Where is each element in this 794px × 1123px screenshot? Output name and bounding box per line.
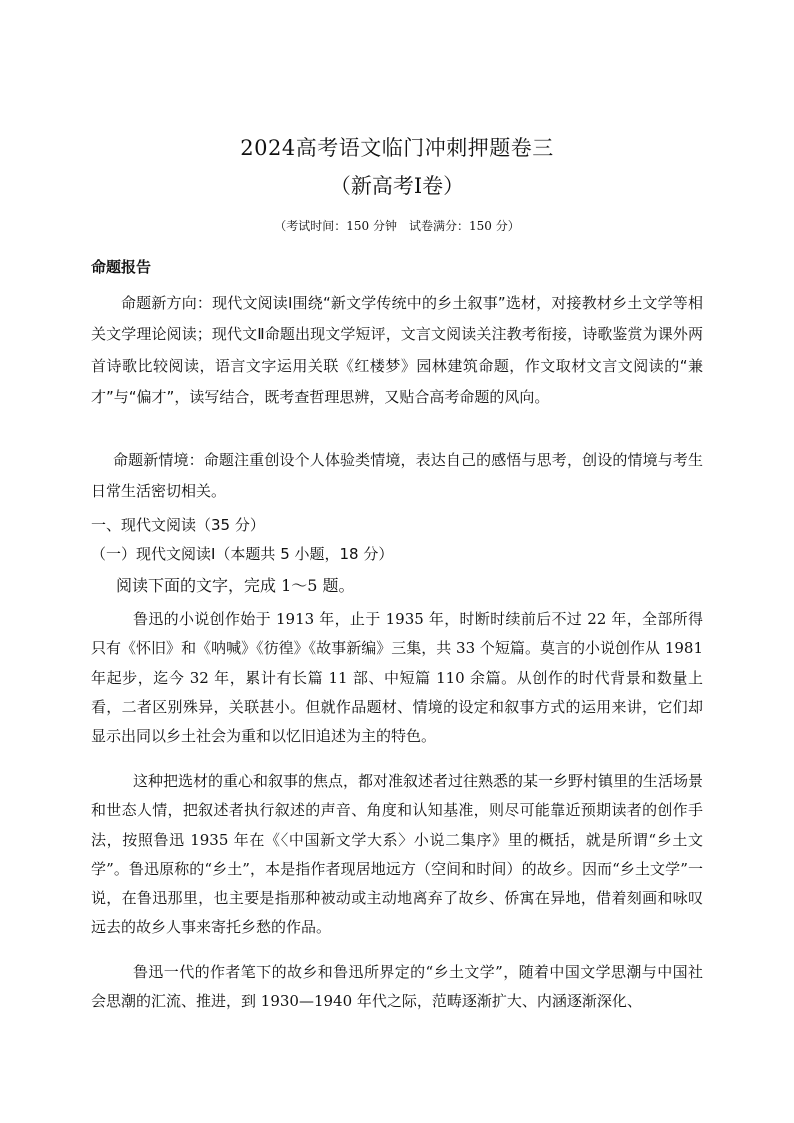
report-text: 命题新情境：命题注重创设个人体验类情境，表达自己的感悟与思考，创设的情境与考生日常生活密切相关。 xyxy=(91,451,703,501)
passage-text: 鲁迅的小说创作始于 1913 年，止于 1935 年，时断时续前后不过 22 年，全部所得只有《怀旧》和《呐喊》《彷徨》《故事新编》三集，共 33 个短篇。莫言的小说创作从 1981 年起步，迄今 32 年，累计有长篇 11 部、中短篇 110 余篇。从创作的时代背景和数量上看，二者区别殊异，关联甚小。但就作品题材、情境的设定和叙事方式的运用来讲，它们却显示出同以乡土社会为重和以忆旧追述为主的特色。 xyxy=(91,610,703,746)
passage-paragraph xyxy=(91,767,703,943)
report-text: 命题新方向：现代文阅读Ⅰ围绕“新文学传统中的乡土叙事”选材，对接教材乡土文学等相关文学理论阅读；现代文Ⅱ命题出现文学短评，文言文阅读关注教考衔接，诗歌鉴赏为课外两首诗歌比较阅读，语言文字运用关联《红楼梦》园林建筑命题，作文取材文言文阅读的“兼才”与“偏才”，读写结合，既考查哲理思辨，又贴合高考命题的风向。 xyxy=(91,294,703,406)
passage-text: 鲁迅一代的作者笔下的故乡和鲁迅所界定的“乡土文学”，随着中国文学思潮与中国社会思潮的汇流、推进，到 1930—1940 年代之际，范畴逐渐扩大、内涵逐渐深化、 xyxy=(91,963,703,1011)
document-subtitle: （新高考Ⅰ卷） xyxy=(329,174,465,198)
document-title: 2024高考语文临门冲刺押题卷三 xyxy=(240,136,554,160)
reading-instruction: 阅读下面的文字，完成 1～5 题。 xyxy=(116,576,355,595)
section-heading: 一、现代文阅读（35 分） xyxy=(91,516,265,534)
subsection-heading: （一）现代文阅读Ⅰ（本题共 5 小题，18 分） xyxy=(91,545,394,563)
report-paragraph-direction xyxy=(91,288,703,413)
report-heading: 命题报告 xyxy=(91,258,152,276)
passage-paragraph xyxy=(91,958,703,1017)
passage-text: 这种把选材的重心和叙事的焦点，都对准叙述者过往熟悉的某一乡野村镇里的生活场景和世态人情，把叙述者执行叙述的声音、角度和认知基准，则尽可能靠近预期读者的创作手法，按照鲁迅 1935 年在《〈中国新文学大系〉小说二集序》里的概括，就是所谓“乡土文学”。鲁迅原称的“乡土”，本是指作者现居地远方（空间和时间）的故乡。因而“乡土文学”一说，在鲁迅那里，也主要是指那种被动或主动地离弃了故乡、侨寓在异地，借着刻画和咏叹远去的故乡人事来寄托乡愁的作品。 xyxy=(91,772,704,937)
passage-paragraph xyxy=(91,605,703,751)
exam-info: （考试时间：150 分钟 试卷满分：150 分） xyxy=(274,219,520,233)
report-paragraph-situation xyxy=(91,445,703,508)
